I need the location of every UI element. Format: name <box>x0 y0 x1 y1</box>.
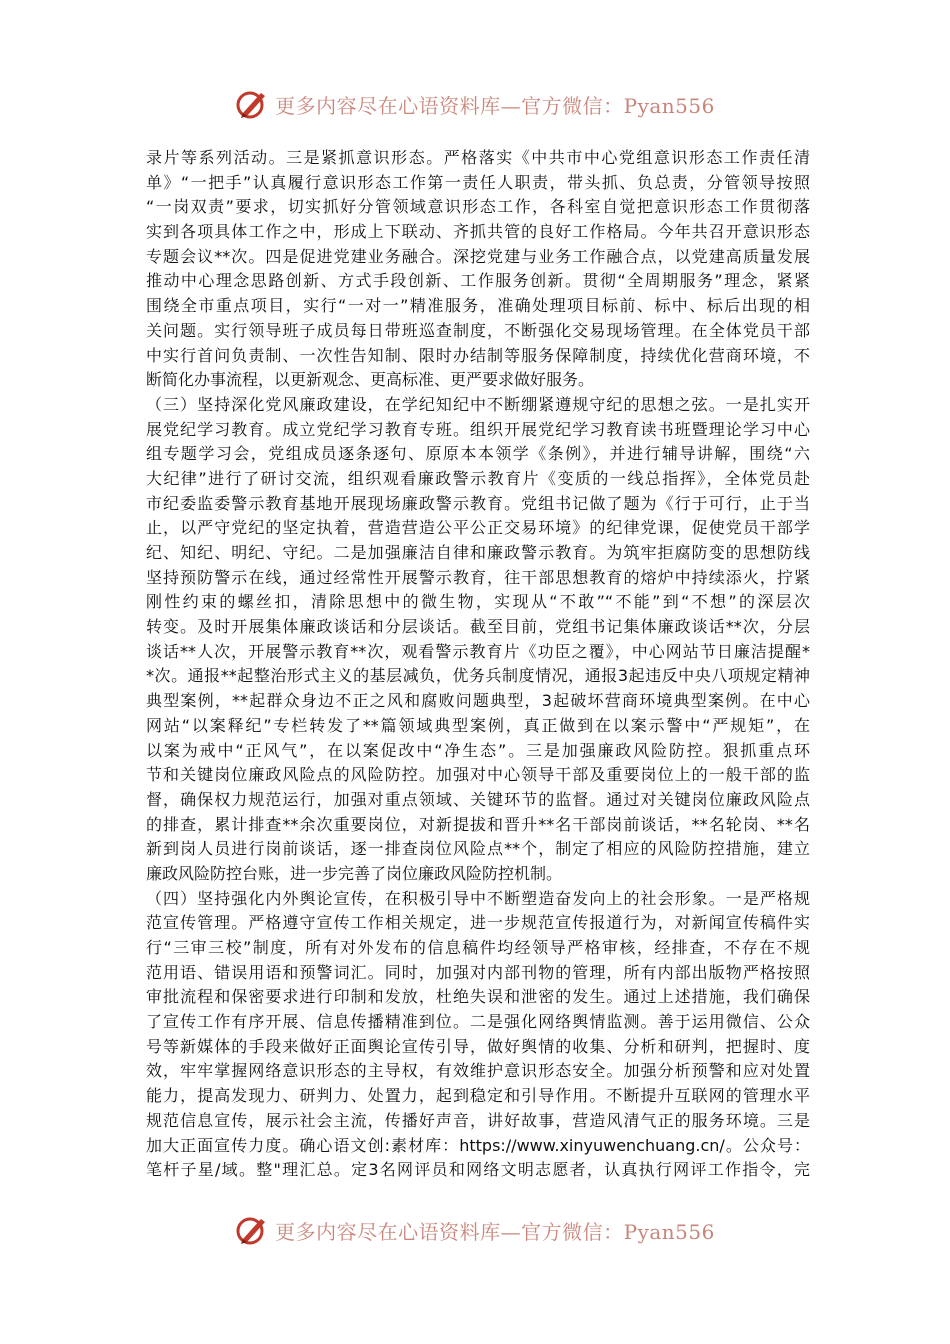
header-banner <box>0 82 950 126</box>
text-line: 节和关键岗位廉政风险点的风险防控。加强对中心领导干部及重要岗位上的一般干部的监 <box>146 765 810 785</box>
text-line: 中实行首问负责制、一次性告知制、限时办结制等服务保障制度，持续优化营商环境，不 <box>146 345 810 365</box>
pen-logo-icon <box>235 87 269 121</box>
text-line: 断简化办事流程，以更新观念、更高标准、更严要求做好服务。 <box>146 370 595 390</box>
text-line: 专题会议**次。四是促进党建业务融合。深挖党建与业务工作融合点，以党建高质量发展 <box>146 246 810 266</box>
pen-logo-icon <box>235 1213 269 1247</box>
text-line: 了宣传工作有序开展、信息传播精准到位。二是强化网络舆情监测。善于运用微信、公众 <box>146 1012 810 1032</box>
text-line: 督，确保权力规范运行，加强对重点领域、关键环节的监督。通过对关键岗位廉政风险点 <box>146 789 810 809</box>
text-line: 能力，提高发现力、研判力、处置力，起到稳定和引导作用。不断提升互联网的管理水平 <box>146 1086 810 1106</box>
text-line: 的排查，累计排查**余次重要岗位，对新提拔和晋升**名干部岗前谈话，**名轮岗、**名 <box>146 814 810 834</box>
text-line: 典型案例，**起群众身边不正之风和腐败问题典型，3起破坏营商环境典型案例。在中心 <box>146 691 810 711</box>
text-line: 转变。及时开展集体廉政谈话和分层谈话。截至目前，党组书记集体廉政谈话**次，分层 <box>146 617 810 637</box>
text-line: 大纪律”进行了研讨交流，组织观看廉政警示教育片《变质的一线总指挥》，全体党员赴 <box>146 468 810 488</box>
text-line: 笔杆子星/域。整"理汇总。定3名网评员和网络文明志愿者，认真执行网评工作指令，完 <box>146 1160 810 1180</box>
text-line: 范宣传管理。严格遵守宣传工作相关规定，进一步规范宣传报道行为，对新闻宣传稿件实 <box>146 913 810 933</box>
text-line: 廉政风险防控台账，进一步完善了岗位廉政风险防控机制。 <box>146 863 563 883</box>
text-line: （三）坚持深化党风廉政建设，在学纪知纪中不断绷紧遵规守纪的思想之弦。一是扎实开 <box>146 394 810 414</box>
text-line: 号等新媒体的手段来做好正面舆论宣传引导，做好舆情的收集、分析和研判，把握时、度 <box>146 1036 810 1056</box>
text-line: 组专题学习会，党组成员逐条逐句、原原本本领学《条例》，并进行辅导讲解，围绕“六 <box>146 444 810 464</box>
text-line: 加大正面宣传力度。确心语文创:素材库：https://www.xinyuwenchuang.cn/。公众号： <box>146 1135 810 1155</box>
text-line: 刚性约束的螺丝扣，清除思想中的微生物，实现从“不敢”“不能”到“不想”的深层次 <box>146 592 810 612</box>
text-line: 谈话**人次，开展警示教育**次，观看警示教育片《功臣之覆》，中心网站节日廉洁提醒* <box>146 641 810 661</box>
text-line: 网站“以案释纪”专栏转发了**篇领域典型案例，真正做到在以案示警中“严规矩”，在 <box>146 715 810 735</box>
footer-banner-text: 更多内容尽在心语资料库—官方微信：Pyan556 <box>275 1219 715 1244</box>
text-line: 围绕全市重点项目，实行“一对一”精准服务，准确处理项目标前、标中、标后出现的相 <box>146 296 810 316</box>
text-line: 以案为戒中“正风气”，在以案促改中“净生态”。三是加强廉政风险防控。狠抓重点环 <box>146 740 810 760</box>
text-line: *次。通报**起整治形式主义的基层减负，优务兵制度情况，通报3起违反中央八项规定精神 <box>146 666 810 686</box>
footer-banner <box>0 1208 950 1252</box>
text-line: 止，以严守党纪的坚定执着，营造营造公平公正交易环境》的纪律党课，促使党员干部学 <box>146 518 810 538</box>
text-line: 实到各项具体工作之中，形成上下联动、齐抓共管的良好工作格局。今年共召开意识形态 <box>146 222 810 242</box>
text-line: 纪、知纪、明纪、守纪。二是加强廉洁自律和廉政警示教育。为筑牢拒腐防变的思想防线 <box>146 543 810 562</box>
text-line: 规范信息宣传，展示社会主流，传播好声音，讲好故事，营造风清气正的服务环境。三是 <box>146 1110 810 1130</box>
text-line: 市纪委监委警示教育基地开展现场廉政警示教育。党组书记做了题为《行于可行，止于当 <box>146 493 810 513</box>
text-line: 坚持预防警示在线，通过经常性开展警示教育，往干部思想教育的熔炉中持续添火，拧紧 <box>146 567 810 587</box>
text-line: 效，牢牢掌握网络意识形态的主导权，有效维护意识形态安全。加强分析预警和应对处置 <box>146 1061 810 1081</box>
text-line: 录片等系列活动。三是紧抓意识形态。严格落实《中共市中心党组意识形态工作责任清 <box>146 148 810 167</box>
text-line: 审批流程和保密要求进行印制和发放，杜绝失误和泄密的发生。通过上述措施，我们确保 <box>146 987 810 1007</box>
text-line: 关问题。实行领导班子成员每日带班巡查制度，不断强化交易现场管理。在全体党员干部 <box>146 320 810 340</box>
text-line: 范用语、错误用语和预警词汇。同时，加强对内部刊物的管理，所有内部出版物严格按照 <box>146 962 810 982</box>
header-banner-text: 更多内容尽在心语资料库—官方微信：Pyan556 <box>275 93 715 118</box>
text-line: 新到岗人员进行岗前谈话，逐一排查岗位风险点**个，制定了相应的风险防控措施，建立 <box>146 839 810 859</box>
text-line: （四）坚持强化内外舆论宣传，在积极引导中不断塑造奋发向上的社会形象。一是严格规 <box>146 888 810 908</box>
text-line: 行“三审三校”制度，所有对外发布的信息稿件均经领导严格审核，经排查，不存在不规 <box>146 938 810 957</box>
text-line: 展党纪学习教育。成立党纪学习教育专班。组织开展党纪学习教育读书班暨理论学习中心 <box>146 419 810 439</box>
text-line: 单》“一把手”认真履行意识形态工作第一责任人职责，带头抓、负总责，分管领导按照 <box>146 172 810 192</box>
text-line: “一岗双责”要求，切实抓好分管领域意识形态工作，各科室自觉把意识形态工作贯彻落 <box>146 197 810 217</box>
text-line: 推动中心理念思路创新、方式手段创新、工作服务创新。贯彻“全周期服务”理念，紧紧 <box>146 271 810 291</box>
document-body <box>146 146 810 1190</box>
